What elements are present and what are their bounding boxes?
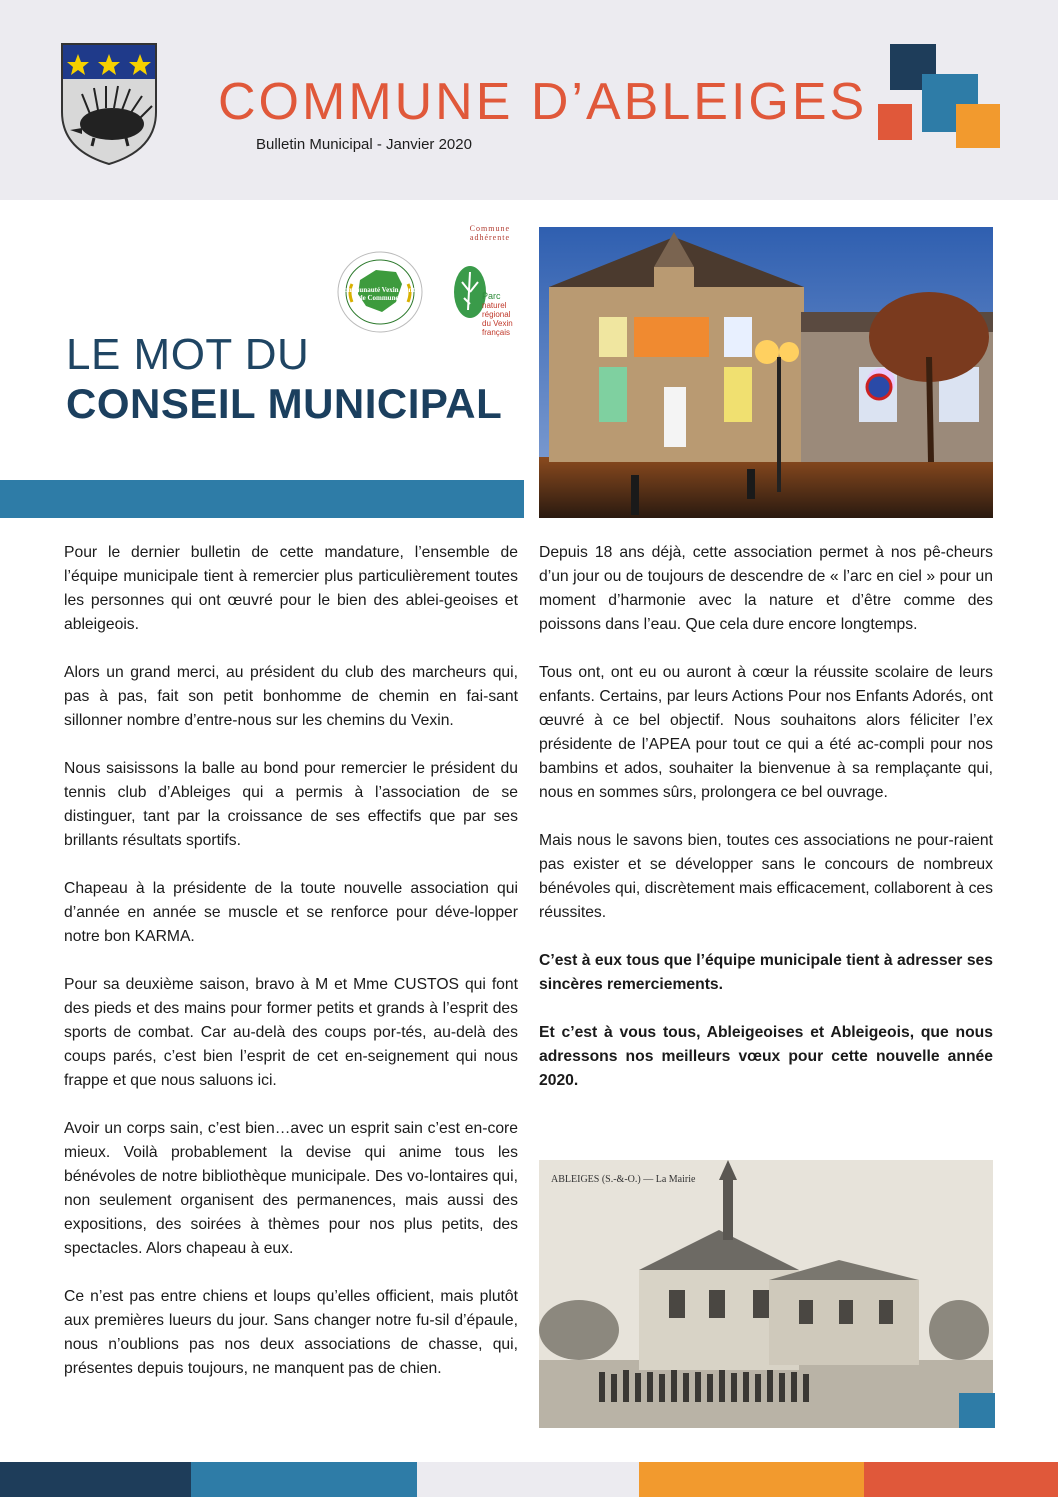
old-town-hall-postcard (539, 1160, 993, 1428)
left-text-column (64, 541, 518, 1405)
footer-segment-navy (0, 1462, 191, 1497)
footer-segment-orange (639, 1462, 864, 1497)
footer-color-bar (0, 1462, 1058, 1497)
parc-membership-label: Commune adhérente (469, 224, 510, 242)
parc-name-title: Parc (482, 291, 501, 301)
postcard-caption: ABLEIGES (S.-&-O.) — La Mairie (551, 1174, 696, 1185)
vexin-logo-label: Communauté Vexin Centre de Communes (339, 286, 421, 302)
parc-name-label (482, 292, 518, 337)
heading-accent-bar (0, 480, 524, 518)
postcard-corner-accent (959, 1393, 995, 1428)
section-heading-bold: CONSEIL MUNICIPAL (66, 380, 503, 427)
footer-segment-blue (191, 1462, 417, 1497)
brand-squares-logo (876, 44, 1002, 150)
right-text-column (539, 541, 993, 1117)
section-heading-light: LE MOT DU (66, 330, 310, 379)
paragraph: Pour le dernier bulletin de cette mandature, l’ensemble de l’équipe municipale tient à remercier plus particulièrement toutes les personnes qui ont œuvré pour le bien des ablei-geoises et ableigeois. (64, 544, 518, 633)
paragraph: Alors un grand merci, au président du club des marcheurs qui, pas à pas, fait son petit bonhomme de chemin en fai-sant sillonner nombre d’entre-nous sur les chemins du Vexin. (64, 664, 518, 729)
porcupine-crest-icon (60, 42, 158, 166)
paragraph: Nous saisissons la balle au bond pour remercier le président du tennis club d’Ableiges qui a permis à l’association de se distinguer, tant par la croissance de ses effectifs que par ses brillants résultats sportifs. (64, 760, 518, 849)
paragraph: Tous ont, ont eu ou auront à cœur la réussite scolaire de leurs enfants. Certains, par leurs Actions Pour nos Enfants Adorés, ont œuvré à ce bel objectif. Nous souhaitons alors féliciter l’ex présidente de l’APEA pour tout ce qui a été ac-compli pour nos bambins et ados, souhaiter la bienvenue à sa remplaçante qui, nous en sommes sûrs, prolongera ce bel ouvrage. (539, 664, 993, 801)
paragraph: Mais nous le savons bien, toutes ces associations ne pour-raient pas exister et se développer sans le concours de nombreux bénévoles qui, discrètement mais efficacement, collaborent à ces réussites. (539, 832, 993, 921)
bulletin-subtitle: Bulletin Municipal - Janvier 2020 (256, 136, 472, 153)
footer-segment-red (864, 1462, 1058, 1497)
paragraph: Chapeau à la présidente de la toute nouvelle association qui d’année en année se muscle et se renforce pour déve-lopper notre bon KARMA. (64, 880, 518, 945)
bold-paragraph: C’est à eux tous que l’équipe municipale tient à adresser ses sincères remerciements. (539, 952, 993, 993)
footer-segment-grey (417, 1462, 639, 1497)
paragraph: Pour sa deuxième saison, bravo à M et Mme CUSTOS qui font des pieds et des mains pour former petits et grands à l’esprit des sports de combat. Car au-delà des coups por-tés, au-delà des coups parés, c’est bien l’esprit de cet en-seignement qui nous frappe et que nous saluons ici. (64, 976, 518, 1089)
paragraph: Depuis 18 ans déjà, cette association permet à nos pê-cheurs d’un jour ou de toujours de descendre de « l’arc en ciel » pour un moment d’harmonie avec la nature et d’être comme des poissons dans l’eau. Que cela dure encore longtemps. (539, 544, 993, 633)
paragraph: Avoir un corps sain, c’est bien…avec un esprit sain c’est en-core mieux. Voilà probablement la devise qui anime tous les bénévoles de notre bibliothèque municipale. Des vo-lontaires qui, non seulement organisent des permanences, mais aussi des expositions, des soirées à thèmes pour nos plus petits, des spectacles. Alors chapeau à eux. (64, 1120, 518, 1257)
vexin-logo-text (338, 252, 422, 332)
paragraph: Ce n’est pas entre chiens et loups qu’elles officient, mais plutôt aux premières lueurs du jour. Sans changer notre fu-sil d’épaule, nous n’oublions pas nos deux associations de chasse, qui, présentes depuis toujours, ne manquent pas de chien. (64, 1288, 518, 1377)
page-title: COMMUNE D’ABLEIGES (218, 73, 868, 131)
town-hall-night-photo (539, 227, 993, 518)
parc-name-sub: naturel régional du Vexin français (482, 301, 513, 337)
bold-paragraph: Et c’est à vous tous, Ableigeoises et Ableigeois, que nous adressons nos meilleurs vœux pour cette nouvelle année 2020. (539, 1024, 993, 1089)
